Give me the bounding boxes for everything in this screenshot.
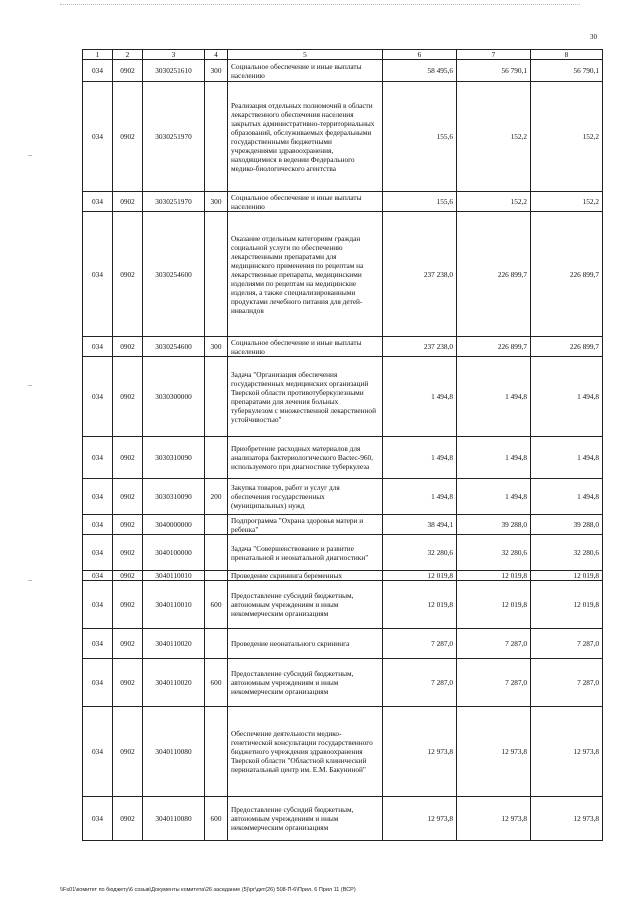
item-name-cell: Обеспечение деятельности медико-генетической консультации государственного бюджетного учреждения здравоохранения Тверской области "Областной клинический перинатальный центр им. Е.М. Бакуниной" [228,707,383,797]
target-article-cell: 3030300000 [143,357,205,437]
margin-mark: – [28,575,32,584]
amount-cell: 38 494,1 [383,515,457,535]
section-code-cell: 0902 [113,82,143,192]
ministry-code-cell: 034 [83,707,113,797]
item-name-cell: Предоставление субсидий бюджетным, автономным учреждениям и иным некоммерческим организациям [228,659,383,707]
ministry-code-cell: 034 [83,629,113,659]
item-name-cell: Предоставление субсидий бюджетным, автономным учреждениям и иным некоммерческим организациям [228,797,383,841]
item-name-cell: Реализация отдельных полномочий в области лекарственного обеспечения населения закрытых административно-территориальных образований, обслуживаемых федеральными государственными бюджетными учреждениями здравоохранения, находящимися в ведении Федерального медико-биологического агентства [228,82,383,192]
ministry-code-cell: 034 [83,82,113,192]
section-code-cell: 0902 [113,535,143,571]
ministry-code-cell: 034 [83,479,113,515]
amount-cell: 1 494,8 [457,479,531,515]
amount-cell: 7 287,0 [531,659,603,707]
target-article-cell: 3030254600 [143,212,205,337]
column-header: 1 [83,50,113,60]
item-name-cell: Оказание отдельным категориям граждан социальной услуги по обеспечению лекарственными препаратами для медицинского применения по рецептам на лекарственные препараты, медицинскими изделиями по рецептам на медицинские изделия, а также специализированными продуктами лечебного питания для детей-инвалидов [228,212,383,337]
margin-mark: – [28,150,32,159]
target-article-cell: 3040110020 [143,629,205,659]
amount-cell: 152,2 [457,82,531,192]
target-article-cell: 3040000000 [143,515,205,535]
ministry-code-cell: 034 [83,581,113,629]
item-name-cell: Подпрограмма "Охрана здоровья матери и ребенка" [228,515,383,535]
item-name-cell: Задача "Организация обеспечения государственных медицинских организаций Тверской области противотуберкулезными препаратами для лечения больных туберкулезом с множественной лекарственной устойчивостью" [228,357,383,437]
amount-cell: 226 899,7 [457,337,531,357]
table-row [83,357,603,437]
amount-cell: 32 280,6 [531,535,603,571]
expense-type-cell [205,82,228,192]
file-path-footer: \\Fs01\комитет по бюджету\6 созыв\Документы комитета\26 заседание (5)\рг\дет(26) 508-П-6\Прил. 6 Прил 11 (ВСР) [60,887,356,893]
item-name-cell: Социальное обеспечение и иные выплаты населению [228,60,383,82]
table-row [83,797,603,841]
table-row [83,212,603,337]
amount-cell: 226 899,7 [457,212,531,337]
item-name-cell: Закупка товаров, работ и услуг для обеспечения государственных (муниципальных) нужд [228,479,383,515]
expense-type-cell: 300 [205,60,228,82]
column-header: 3 [143,50,205,60]
amount-cell: 237 238,0 [383,212,457,337]
amount-cell: 155,6 [383,192,457,212]
ministry-code-cell: 034 [83,535,113,571]
page-number: 30 [590,33,597,41]
item-name-cell: Проведение скрининга беременных [228,571,383,581]
amount-cell: 226 899,7 [531,212,603,337]
target-article-cell: 3040110080 [143,707,205,797]
ministry-code-cell: 034 [83,60,113,82]
item-name-cell: Предоставление субсидий бюджетным, автономным учреждениям и иным некоммерческим организациям [228,581,383,629]
target-article-cell: 3040100000 [143,535,205,571]
item-name-cell: Социальное обеспечение и иные выплаты населению [228,192,383,212]
table-row [83,479,603,515]
table-row [83,707,603,797]
target-article-cell: 3040110010 [143,581,205,629]
amount-cell: 1 494,8 [531,437,603,479]
expense-type-cell: 200 [205,479,228,515]
section-code-cell: 0902 [113,629,143,659]
section-code-cell: 0902 [113,437,143,479]
target-article-cell: 3030251610 [143,60,205,82]
amount-cell: 12 973,8 [531,797,603,841]
target-article-cell: 3040110020 [143,659,205,707]
section-code-cell: 0902 [113,515,143,535]
table-row [83,659,603,707]
section-code-cell: 0902 [113,571,143,581]
ministry-code-cell: 034 [83,797,113,841]
amount-cell: 7 287,0 [383,659,457,707]
expense-type-cell [205,212,228,337]
table-row [83,60,603,82]
section-code-cell: 0902 [113,707,143,797]
expense-type-cell: 300 [205,192,228,212]
column-header: 2 [113,50,143,60]
table-row [83,535,603,571]
amount-cell: 56 790,1 [531,60,603,82]
ministry-code-cell: 034 [83,571,113,581]
table-row [83,82,603,192]
amount-cell: 1 494,8 [383,357,457,437]
table-row [83,581,603,629]
amount-cell: 1 494,8 [383,437,457,479]
expense-type-cell [205,629,228,659]
amount-cell: 12 973,8 [531,707,603,797]
target-article-cell: 3040110010 [143,571,205,581]
ministry-code-cell: 034 [83,192,113,212]
table-row [83,337,603,357]
amount-cell: 58 495,6 [383,60,457,82]
table-body [83,60,603,841]
ministry-code-cell: 034 [83,659,113,707]
amount-cell: 152,2 [531,192,603,212]
amount-cell: 12 019,8 [531,581,603,629]
expense-type-cell: 600 [205,581,228,629]
expense-type-cell: 600 [205,659,228,707]
column-header: 4 [205,50,228,60]
amount-cell: 32 280,6 [383,535,457,571]
amount-cell: 12 019,8 [457,571,531,581]
column-header: 7 [457,50,531,60]
amount-cell: 1 494,8 [383,479,457,515]
section-code-cell: 0902 [113,192,143,212]
amount-cell: 1 494,8 [457,437,531,479]
table-row [83,192,603,212]
amount-cell: 7 287,0 [457,659,531,707]
expense-type-cell: 600 [205,797,228,841]
amount-cell: 7 287,0 [457,629,531,659]
ministry-code-cell: 034 [83,212,113,337]
amount-cell: 12 019,8 [383,571,457,581]
section-code-cell: 0902 [113,357,143,437]
section-code-cell: 0902 [113,212,143,337]
item-name-cell: Социальное обеспечение и иные выплаты населению [228,337,383,357]
table-row [83,437,603,479]
expense-type-cell [205,535,228,571]
section-code-cell: 0902 [113,60,143,82]
amount-cell: 12 019,8 [383,581,457,629]
item-name-cell: Задача "Совершенствование и развитие пренатальной и неонатальной диагностики" [228,535,383,571]
amount-cell: 56 790,1 [457,60,531,82]
target-article-cell: 3030251970 [143,82,205,192]
target-article-cell: 3030254600 [143,337,205,357]
amount-cell: 237 238,0 [383,337,457,357]
amount-cell: 152,2 [457,192,531,212]
amount-cell: 39 288,0 [457,515,531,535]
expense-type-cell [205,571,228,581]
ministry-code-cell: 034 [83,357,113,437]
amount-cell: 12 019,8 [531,571,603,581]
table-header-row [83,50,603,60]
amount-cell: 152,2 [531,82,603,192]
amount-cell: 1 494,8 [531,357,603,437]
amount-cell: 39 288,0 [531,515,603,535]
amount-cell: 226 899,7 [531,337,603,357]
target-article-cell: 3030251970 [143,192,205,212]
amount-cell: 7 287,0 [383,629,457,659]
expense-type-cell: 300 [205,337,228,357]
table-row [83,571,603,581]
amount-cell: 12 019,8 [457,581,531,629]
section-code-cell: 0902 [113,797,143,841]
ministry-code-cell: 034 [83,437,113,479]
column-header: 8 [531,50,603,60]
scan-artifact-line [60,4,580,6]
section-code-cell: 0902 [113,337,143,357]
amount-cell: 12 973,8 [383,797,457,841]
amount-cell: 12 973,8 [457,797,531,841]
expense-type-cell [205,357,228,437]
amount-cell: 1 494,8 [457,357,531,437]
target-article-cell: 3040110080 [143,797,205,841]
target-article-cell: 3030310090 [143,479,205,515]
section-code-cell: 0902 [113,659,143,707]
table-row [83,629,603,659]
budget-table [82,49,603,841]
ministry-code-cell: 034 [83,515,113,535]
amount-cell: 155,6 [383,82,457,192]
amount-cell: 12 973,8 [457,707,531,797]
amount-cell: 7 287,0 [531,629,603,659]
expense-type-cell [205,707,228,797]
column-header: 6 [383,50,457,60]
amount-cell: 32 280,6 [457,535,531,571]
column-header: 5 [228,50,383,60]
margin-mark: – [28,380,32,389]
amount-cell: 1 494,8 [531,479,603,515]
expense-type-cell [205,437,228,479]
item-name-cell: Проведение неонатального скрининга [228,629,383,659]
section-code-cell: 0902 [113,479,143,515]
amount-cell: 12 973,8 [383,707,457,797]
ministry-code-cell: 034 [83,337,113,357]
expense-type-cell [205,515,228,535]
table-row [83,515,603,535]
target-article-cell: 3030310090 [143,437,205,479]
item-name-cell: Приобретение расходных материалов для анализатора бактериологического Bactec-960, используемого при диагностике туберкулеза [228,437,383,479]
section-code-cell: 0902 [113,581,143,629]
